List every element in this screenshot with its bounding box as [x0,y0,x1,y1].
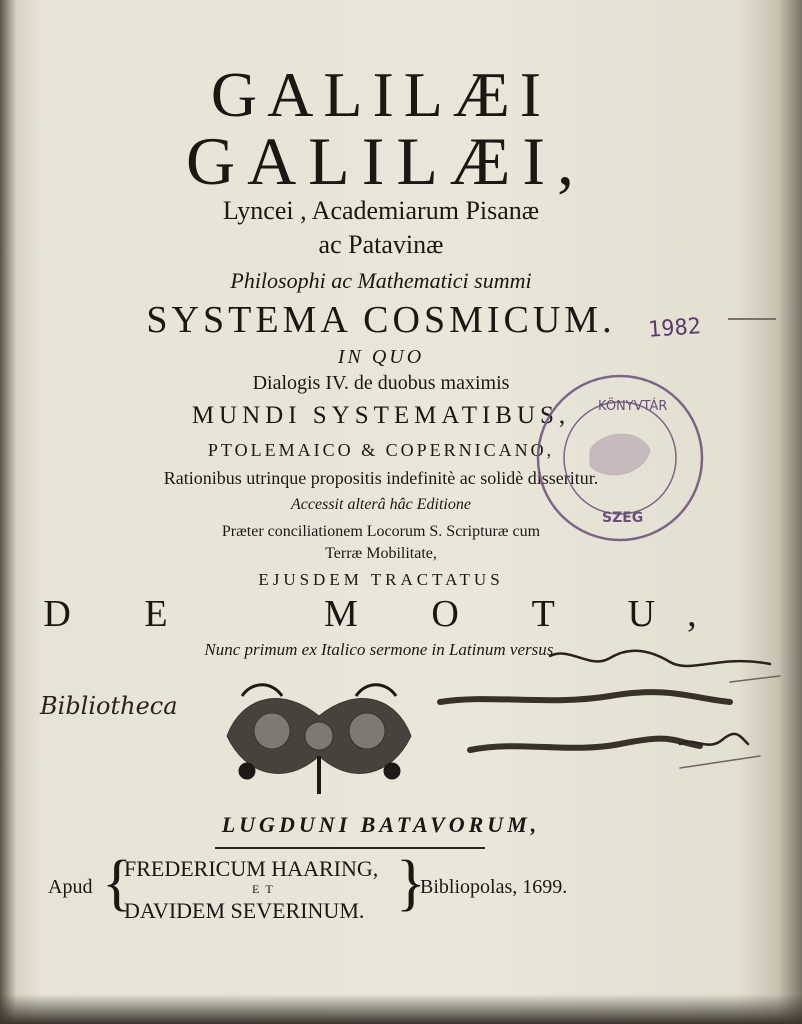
printer-1: FREDERICUM HAARING, [124,856,379,881]
de-motu-line: D E M O T U, [43,593,729,635]
right-brace: } [396,849,426,917]
affiliation-line-2: ac Patavinæ [318,230,444,259]
accessit-line: Accessit alterâ hâc Editione [291,496,471,513]
terrae-line: Terræ Mobilitate, [325,545,437,562]
place-line: LUGDUNI BATAVORUM, [221,812,541,837]
praeter-line: Præter conciliationem Locorum S. Scripturæ cum [221,523,541,540]
dialogis-line: Dialogis IV. de duobus maximis [252,372,510,394]
pencil-dash [728,318,776,320]
rule-line [215,847,485,849]
mundi-line: MUNDI SYSTEMATIBUS, [191,402,571,429]
floral-ornament [222,676,416,796]
et-label: ET [252,882,279,896]
main-title: SYSTEMA COSMICUM. [146,299,616,341]
role-line: Philosophi ac Mathematici summi [230,268,532,293]
affiliation-line: Lyncei , Academiarum Pisanæ [222,196,540,225]
ejusdem-line: EJUSDEM TRACTATUS [258,570,504,589]
left-brace: { [102,849,132,917]
stamp-text-bottom: SZEG [602,510,644,526]
bibliopolas-line: Bibliopolas, 1699. [420,876,568,898]
printer-2: DAVIDEM SEVERINUM. [124,898,365,923]
author-line-2: GALILÆI, [185,123,587,199]
in-quo: IN QUO [337,346,425,368]
ptolemaico-line: PTOLEMAICO & COPERNICANO, [207,440,555,460]
author-line-1: GALILÆI [210,59,552,130]
nunc-primum-line: Nunc primum ex Italico sermone in Latinum versus. [204,640,558,659]
shelf-number: 1982 [647,314,702,343]
apud-label: Apud [48,876,93,898]
library-stamp [532,370,708,546]
handwriting-right [430,640,790,780]
handwriting-left: Bibliotheca [40,692,178,720]
stamp-text-top: KÖNYVTÁR [598,399,668,414]
rationibus-line: Rationibus utrinque propositis indefinitè ac solidè disseritur. [163,468,599,488]
